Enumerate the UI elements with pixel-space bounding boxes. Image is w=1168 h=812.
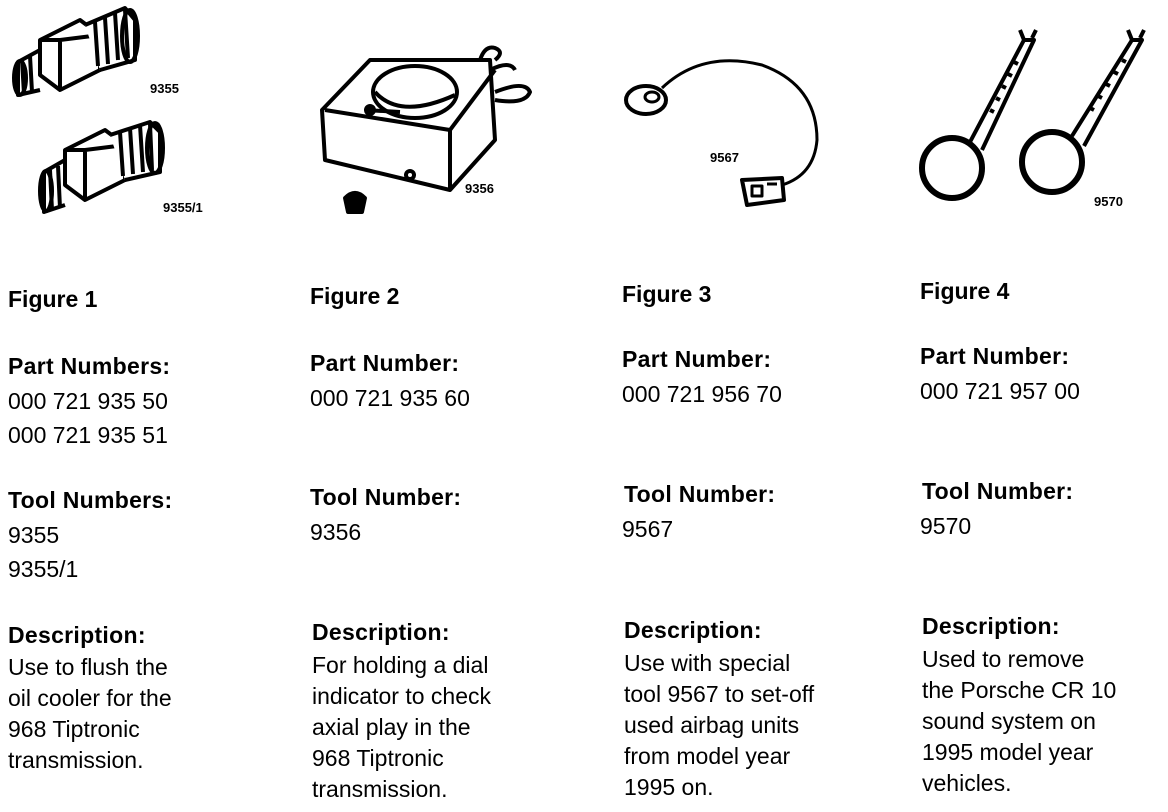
figure-2-illustration: [310, 0, 600, 250]
description-line: Use with special: [624, 650, 791, 676]
tool-numbers-label: Tool Numbers:: [8, 487, 173, 513]
part-number-list: [310, 381, 470, 415]
tool-column-4: [912, 0, 1168, 812]
figure-1-illustration: [0, 0, 290, 250]
description-line: vehicles.: [922, 770, 1012, 796]
tool-number: 9567: [622, 516, 674, 542]
part-number: 000 721 935 60: [310, 385, 470, 411]
description-label: Description:: [312, 619, 450, 645]
description-line: transmission.: [312, 776, 448, 802]
description-line: Used to remove: [922, 646, 1085, 672]
tag-9570: 9570: [1094, 194, 1123, 209]
description-line: axial play in the: [312, 714, 471, 740]
description-line: For holding a dial: [312, 652, 489, 678]
part-number: 000 721 956 70: [622, 381, 782, 407]
tool-number-label: Tool Number:: [310, 484, 462, 510]
dial-holder-icon: [310, 0, 600, 250]
description-text: [8, 652, 172, 776]
tag-9567: 9567: [710, 150, 739, 165]
figure-3-illustration: [622, 0, 912, 250]
part-number: 000 721 935 50: [8, 388, 168, 414]
figure-4-illustration: [912, 0, 1168, 250]
description-line: used airbag units: [624, 712, 800, 738]
description-text: [922, 644, 1116, 799]
part-number: 000 721 935 51: [8, 422, 168, 448]
description-line: from model year: [624, 743, 791, 769]
part-number-label: Part Number:: [920, 343, 1070, 369]
tool-number-list: [8, 518, 78, 586]
tool-number: 9355: [8, 522, 60, 548]
tool-number: 9570: [920, 513, 972, 539]
fitting-icon: [0, 0, 290, 250]
description-line: 1995 model year: [922, 739, 1094, 765]
removal-key-icon: [912, 0, 1168, 250]
description-line: tool 9567 to set-off: [624, 681, 815, 707]
part-number-list: [920, 374, 1080, 408]
tag-9355-1: 9355/1: [163, 200, 203, 215]
description-line: 968 Tiptronic: [8, 716, 140, 742]
tool-column-3: [622, 0, 902, 812]
description-line: oil cooler for the: [8, 685, 172, 711]
tool-number-list: [310, 515, 361, 549]
airbag-cable-icon: [622, 0, 912, 250]
description-line: sound system on: [922, 708, 1096, 734]
description-label: Description:: [624, 617, 762, 643]
description-text: [624, 648, 814, 803]
tag-9355: 9355: [150, 81, 179, 96]
figure-2-title: Figure 2: [310, 283, 400, 309]
description-line: indicator to check: [312, 683, 491, 709]
description-line: 1995 on.: [624, 774, 714, 800]
description-line: the Porsche CR 10: [922, 677, 1117, 703]
part-numbers-label: Part Numbers:: [8, 353, 171, 379]
part-number-label: Part Number:: [310, 350, 460, 376]
description-line: Use to flush the: [8, 654, 168, 680]
figure-4-title: Figure 4: [920, 278, 1010, 304]
tool-number-label: Tool Number:: [922, 478, 1074, 504]
tool-column-1: [0, 0, 280, 812]
part-number-list: [622, 377, 782, 411]
tool-number-list: [622, 512, 673, 546]
description-line: 968 Tiptronic: [312, 745, 444, 771]
part-number: 000 721 957 00: [920, 378, 1080, 404]
figure-1-title: Figure 1: [8, 286, 98, 312]
tool-column-2: [310, 0, 590, 812]
tool-number-list: [920, 509, 971, 543]
description-label: Description:: [8, 622, 146, 648]
description-line: transmission.: [8, 747, 144, 773]
description-label: Description:: [922, 613, 1060, 639]
part-number-list: [8, 384, 168, 452]
tool-number: 9356: [310, 519, 362, 545]
figure-3-title: Figure 3: [622, 281, 712, 307]
tool-number-label: Tool Number:: [624, 481, 776, 507]
description-text: [312, 650, 491, 805]
tag-9356: 9356: [465, 181, 494, 196]
tool-number: 9355/1: [8, 556, 79, 582]
part-number-label: Part Number:: [622, 346, 772, 372]
